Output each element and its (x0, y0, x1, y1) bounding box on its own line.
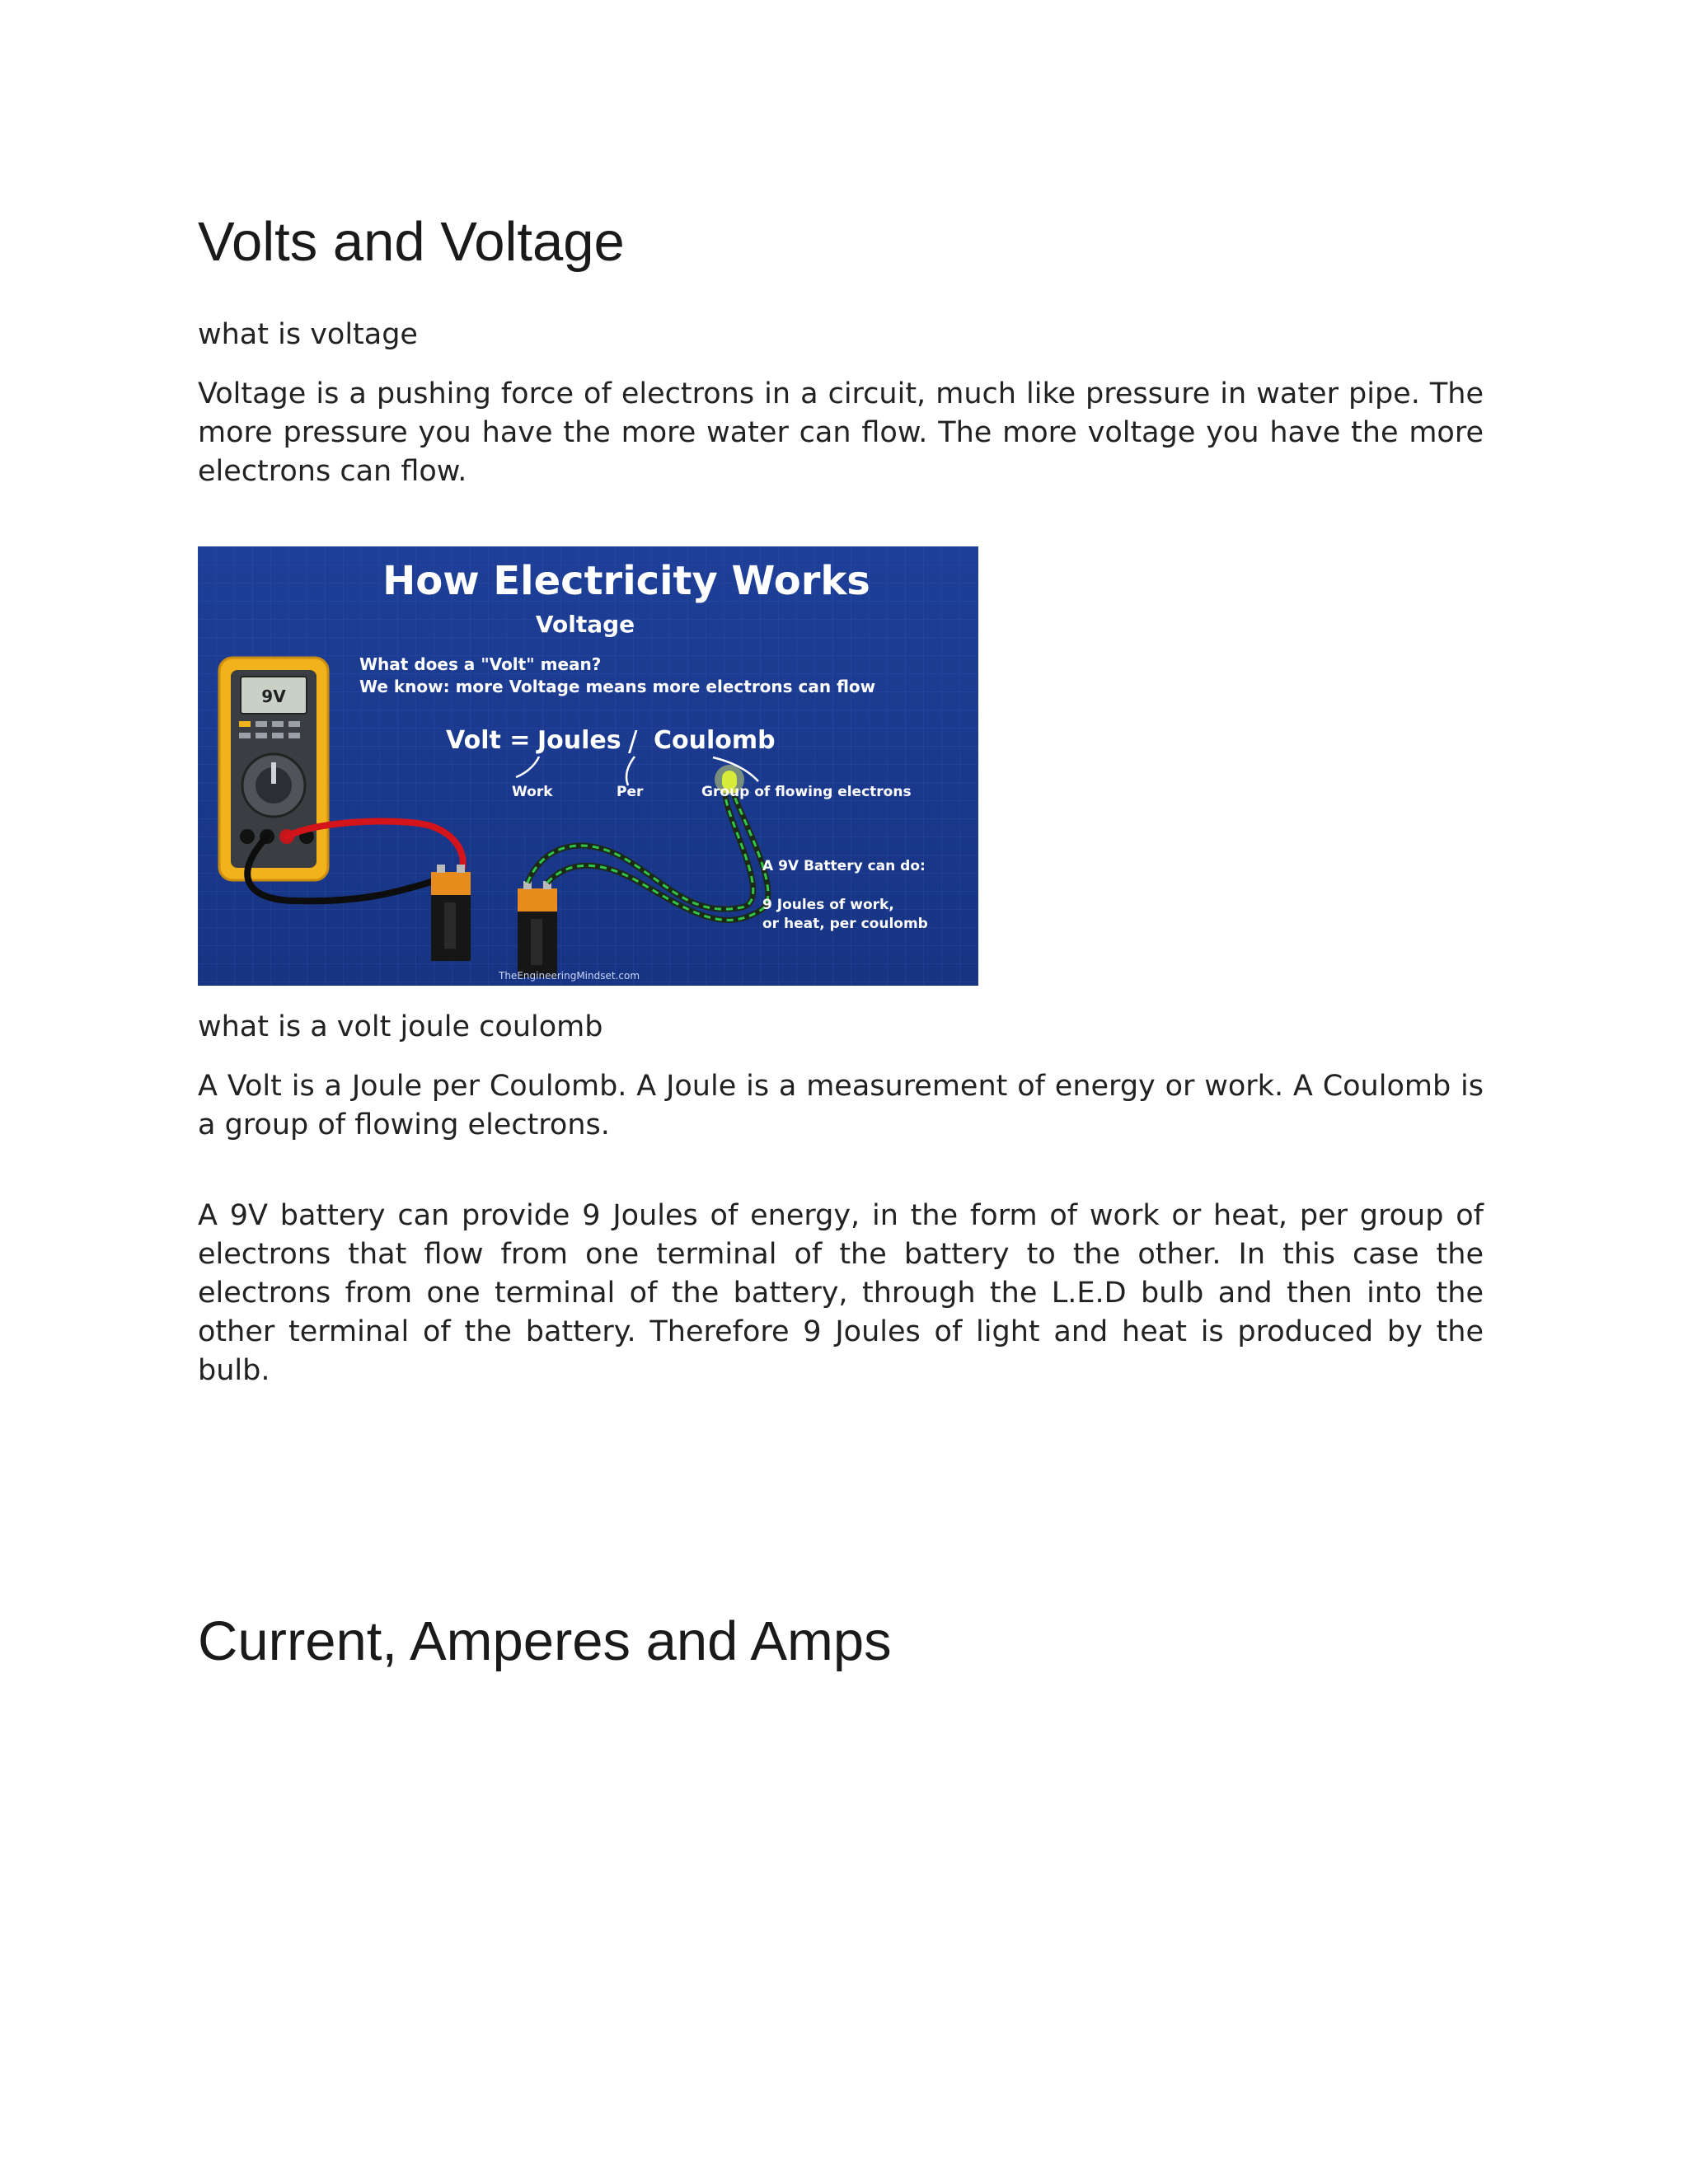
label-group: Group of flowing electrons (701, 784, 912, 800)
battery-icon (431, 865, 471, 961)
label-work: Work (512, 784, 553, 800)
equation-volt: Volt = (446, 726, 531, 755)
paragraph-9v-battery: A 9V battery can provide 9 Joules of energy, in the form of work or heat, per group of electrons that flow from one terminal of the battery to the other. In this case the electrons from one terminal of the battery, through the L.E.D bulb and then into the other terminal of the battery. Therefore 9 Joules of light and heat is produced by the bulb. (198, 1199, 1484, 1387)
battery-note-2: 9 Joules of work, (762, 897, 894, 913)
figure-watermark: TheEngineeringMindset.com (499, 970, 640, 982)
battery-icon (518, 881, 557, 977)
subheading-what-is-voltage: what is voltage (198, 318, 418, 351)
heading-volts-and-voltage: Volts and Voltage (198, 211, 625, 273)
how-electricity-works-figure (198, 546, 978, 986)
battery-note-1: A 9V Battery can do: (762, 858, 926, 874)
subheading-volt-joule-coulomb: what is a volt joule coulomb (198, 1010, 603, 1043)
heading-current-amperes-amps: Current, Amperes and Amps (198, 1610, 892, 1672)
figure-subtitle: Voltage (535, 611, 635, 638)
meter-reading: 9V (261, 687, 286, 706)
battery-note-3: or heat, per coulomb (762, 916, 928, 932)
figure-question: What does a "Volt" mean? (359, 654, 602, 674)
figure-title: How Electricity Works (382, 558, 870, 604)
equation-joules: Joules (537, 726, 621, 755)
equation-slash: / (628, 725, 638, 758)
figure-statement: We know: more Voltage means more electrons can flow (359, 677, 876, 696)
paragraph-volt-definition: A Volt is a Joule per Coulomb. A Joule is a measurement of energy or work. A Coulomb is a group of flowing electrons. (198, 1070, 1484, 1141)
figure-illustration (198, 546, 978, 986)
equation-coulomb: Coulomb (654, 726, 776, 755)
label-per: Per (617, 784, 644, 800)
paragraph-voltage-definition: Voltage is a pushing force of electrons in a circuit, much like pressure in water pipe. The more pressure you have the more water can flow. The more voltage you have the more electrons can flow. (198, 377, 1484, 488)
